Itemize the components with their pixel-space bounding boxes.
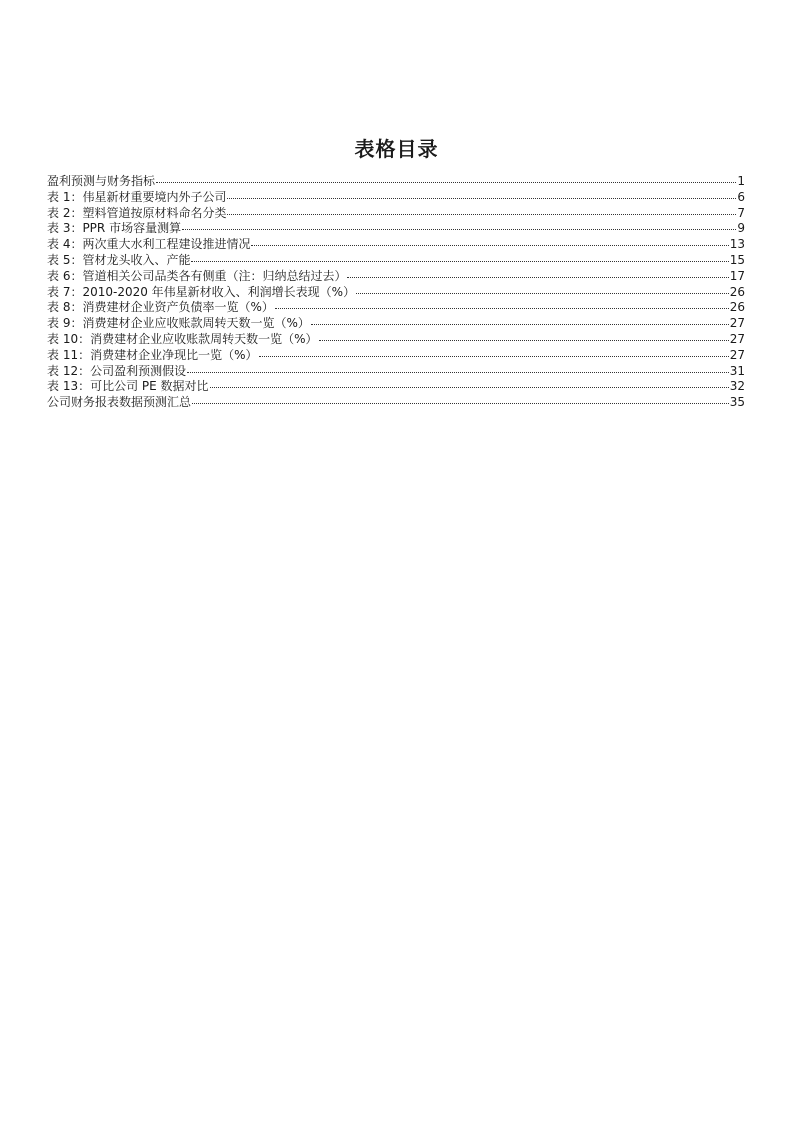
toc-entry-page: 7 (737, 205, 745, 220)
toc-entry[interactable] (47, 253, 745, 269)
toc-entry-page: 6 (737, 189, 745, 204)
toc-dot-leader (356, 293, 729, 294)
toc-entry[interactable] (47, 332, 745, 348)
toc-entry-label: 表 4：两次重大水利工程建设推进情况 (47, 237, 251, 252)
toc-entry-label: 表 9：消费建材企业应收账款周转天数一览（%） (47, 316, 310, 331)
toc-list (47, 174, 745, 411)
toc-entry-label: 表 1：伟星新材重要境内外子公司 (47, 189, 227, 204)
toc-entry-label: 盈利预测与财务指标 (47, 174, 156, 188)
toc-dot-leader (275, 308, 729, 309)
toc-entry-page: 27 (729, 347, 745, 362)
toc-dot-leader (227, 198, 736, 199)
toc-dot-leader (191, 261, 728, 262)
toc-entry-page: 26 (729, 300, 745, 315)
toc-dot-leader (210, 387, 729, 388)
toc-entry-label: 表 7：2010-2020 年伟星新材收入、利润增长表现（%） (47, 284, 356, 299)
toc-entry-label: 表 12：公司盈利预测假设 (47, 363, 187, 378)
toc-dot-leader (319, 340, 729, 341)
toc-entry-label: 公司财务报表数据预测汇总 (47, 395, 192, 410)
toc-entry-page: 27 (729, 331, 745, 346)
toc-entry[interactable] (47, 348, 745, 364)
toc-entry[interactable] (47, 379, 745, 395)
toc-entry-page: 31 (729, 363, 745, 378)
toc-dot-leader (347, 277, 728, 278)
toc-dot-leader (187, 372, 729, 373)
toc-entry-page: 27 (729, 316, 745, 331)
toc-dot-leader (311, 324, 729, 325)
toc-entry-label: 表 8：消费建材企业资产负债率一览（%） (47, 300, 274, 315)
toc-entry-label: 表 11：消费建材企业净现比一览（%） (47, 347, 258, 362)
toc-entry[interactable] (47, 395, 745, 411)
toc-entry-label: 表 13：可比公司 PE 数据对比 (47, 379, 209, 394)
toc-dot-leader (192, 403, 729, 404)
toc-dot-leader (182, 229, 736, 230)
toc-dot-leader (227, 214, 736, 215)
toc-entry[interactable] (47, 316, 745, 332)
toc-entry-label: 表 6：管道相关公司品类各有侧重（注：归纳总结过去） (47, 268, 347, 283)
toc-entry[interactable] (47, 237, 745, 253)
toc-entry-label: 表 3：PPR 市场容量测算 (47, 221, 182, 236)
toc-dot-leader (251, 245, 728, 246)
toc-entry-label: 表 10：消费建材企业应收账款周转天数一览（%） (47, 331, 318, 346)
toc-entry[interactable] (47, 206, 745, 222)
toc-entry[interactable] (47, 300, 745, 316)
toc-entry-page: 17 (729, 268, 745, 283)
toc-entry-page: 1 (737, 174, 745, 188)
toc-entry-page: 35 (729, 395, 745, 410)
toc-entry[interactable] (47, 364, 745, 380)
toc-entry-page: 32 (729, 379, 745, 394)
toc-entry-label: 表 5：管材龙头收入、产能 (47, 252, 191, 267)
toc-entry[interactable] (47, 269, 745, 285)
toc-dot-leader (259, 356, 729, 357)
toc-entry-page: 26 (729, 284, 745, 299)
toc-entry-page: 13 (729, 237, 745, 252)
toc-title: 表格目录 (354, 137, 439, 161)
toc-entry-label: 表 2：塑料管道按原材料命名分类 (47, 205, 227, 220)
toc-entry[interactable] (47, 174, 745, 190)
toc-entry-page: 15 (729, 252, 745, 267)
toc-entry[interactable] (47, 190, 745, 206)
toc-entry[interactable] (47, 221, 745, 237)
toc-entry[interactable] (47, 285, 745, 301)
toc-entry-page: 9 (737, 221, 745, 236)
toc-dot-leader (156, 182, 736, 183)
